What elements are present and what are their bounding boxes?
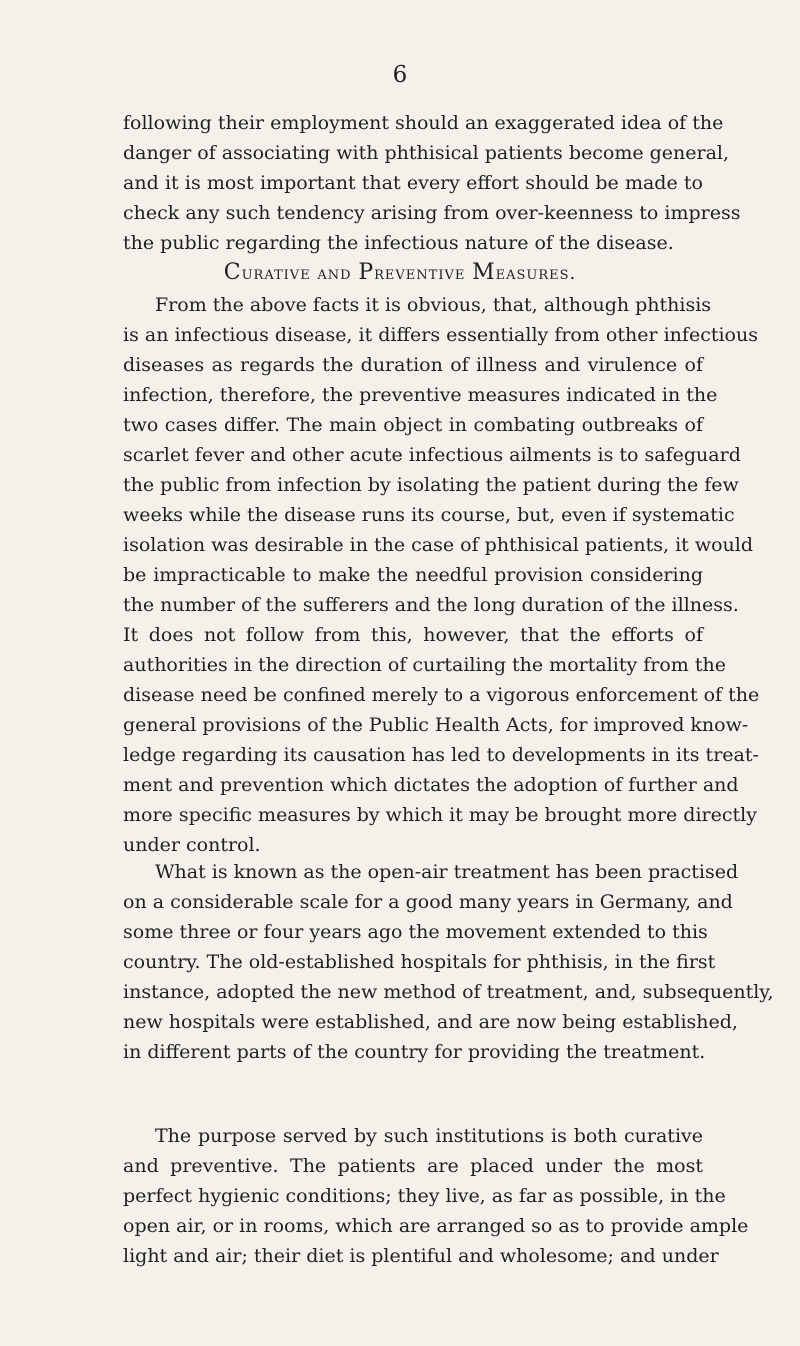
- paragraph-4: [123, 1121, 749, 1271]
- text-line: two cases differ. The main object in combating outbreaks of: [123, 414, 703, 436]
- text-line: and preventive. The patients are placed under the most: [123, 1155, 703, 1177]
- paragraph-3: [123, 857, 774, 1067]
- text-line: ment and prevention which dictates the adoption of further and: [123, 774, 739, 796]
- text-line: in different parts of the country for providing the treatment.: [123, 1041, 706, 1063]
- text-line: is an infectious disease, it differs essentially from other infectious: [123, 324, 758, 346]
- text-line: general provisions of the Public Health Acts, for improved know-: [123, 714, 749, 736]
- text-line: the number of the sufferers and the long duration of the illness.: [123, 594, 739, 616]
- text-line: and it is most important that every effort should be made to: [123, 172, 703, 194]
- section-heading: Curative and Preventive Measures.: [223, 260, 577, 285]
- text-line: following their employment should an exaggerated idea of the: [123, 112, 724, 134]
- text-line: more specific measures by which it may be brought more directly: [123, 804, 757, 826]
- text-line: What is known as the open-air treatment has been practised: [155, 861, 739, 883]
- text-line: infection, therefore, the preventive measures indicated in the: [123, 384, 718, 406]
- text-line: under control.: [123, 834, 261, 856]
- text-line: The purpose served by such institutions is both curative: [155, 1125, 703, 1147]
- page-number: 6: [392, 62, 408, 88]
- text-line: It does not follow from this, however, that the efforts of: [123, 624, 703, 646]
- text-line: open air, or in rooms, which are arranged so as to provide ample: [123, 1215, 749, 1237]
- text-line: scarlet fever and other acute infectious ailments is to safeguard: [123, 444, 741, 466]
- text-line: disease need be confined merely to a vigorous enforcement of the: [123, 684, 760, 706]
- text-line: on a considerable scale for a good many years in Germany, and: [123, 891, 733, 913]
- text-line: instance, adopted the new method of treatment, and, subsequently,: [123, 981, 774, 1003]
- text-line: some three or four years ago the movement extended to this: [123, 921, 708, 943]
- text-line: check any such tendency arising from over-keenness to impress: [123, 202, 741, 224]
- text-line: From the above facts it is obvious, that, although phthisis: [155, 294, 712, 316]
- text-line: diseases as regards the duration of illness and virulence of: [123, 354, 703, 376]
- text-line: new hospitals were established, and are now being established,: [123, 1011, 738, 1033]
- text-line: isolation was desirable in the case of phthisical patients, it would: [123, 534, 754, 556]
- text-line: authorities in the direction of curtailing the mortality from the: [123, 654, 726, 676]
- text-line: perfect hygienic conditions; they live, as far as possible, in the: [123, 1185, 726, 1207]
- text-line: country. The old-established hospitals for phthisis, in the first: [123, 951, 716, 973]
- text-line: ledge regarding its causation has led to developments in its treat-: [123, 744, 759, 766]
- text-line: weeks while the disease runs its course, but, even if systematic: [123, 504, 735, 526]
- text-line: danger of associating with phthisical patients become general,: [123, 142, 730, 164]
- text-line: light and air; their diet is plentiful and wholesome; and under: [123, 1245, 719, 1267]
- text-line: the public regarding the infectious nature of the disease.: [123, 232, 674, 254]
- paragraph-1: [123, 108, 741, 258]
- text-line: be impracticable to make the needful provision considering: [123, 564, 703, 586]
- text-line: the public from infection by isolating the patient during the few: [123, 474, 739, 496]
- paragraph-2: [123, 290, 760, 860]
